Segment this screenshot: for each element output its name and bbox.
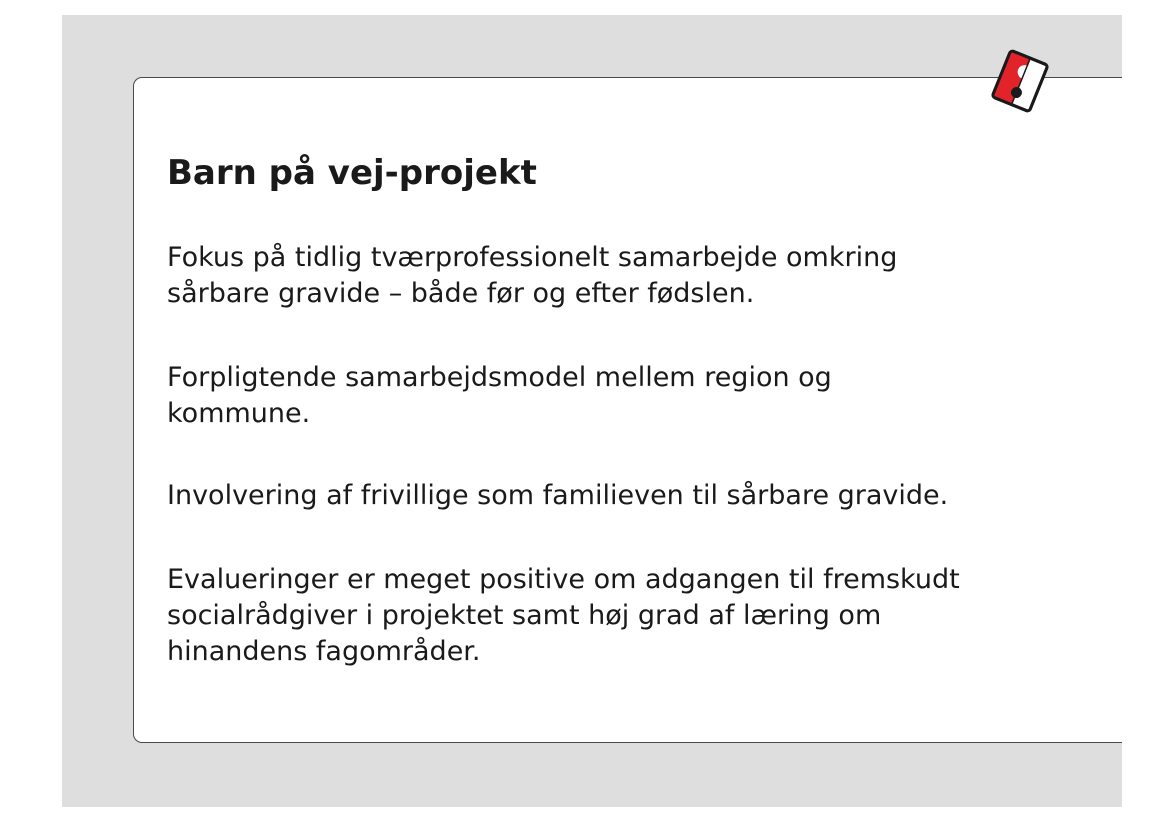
paragraph-model — [167, 360, 832, 432]
paragraph-evaluations — [167, 562, 960, 670]
paragraph-line: hinandens fagområder. — [167, 636, 481, 667]
red-white-puzzle-logo-icon — [985, 46, 1055, 116]
paragraph-line: kommune. — [167, 398, 311, 429]
paragraph-line: socialrådgiver i projektet samt høj grad af læring om — [167, 600, 882, 631]
paragraph-line: sårbare gravide – både før og efter fødslen. — [167, 278, 755, 309]
paragraph-line: Fokus på tidlig tværprofessionelt samarbejde omkring — [167, 242, 898, 273]
slide-title: Barn på vej-projekt — [167, 153, 537, 193]
paragraph-volunteers — [167, 478, 948, 514]
paragraph-line: Forpligtende samarbejdsmodel mellem region og — [167, 362, 832, 393]
paragraph-focus — [167, 240, 897, 312]
paragraph-line: Involvering af frivillige som familieven til sårbare gravide. — [167, 480, 949, 511]
paragraph-line: Evalueringer er meget positive om adgangen til fremskudt — [167, 564, 960, 595]
